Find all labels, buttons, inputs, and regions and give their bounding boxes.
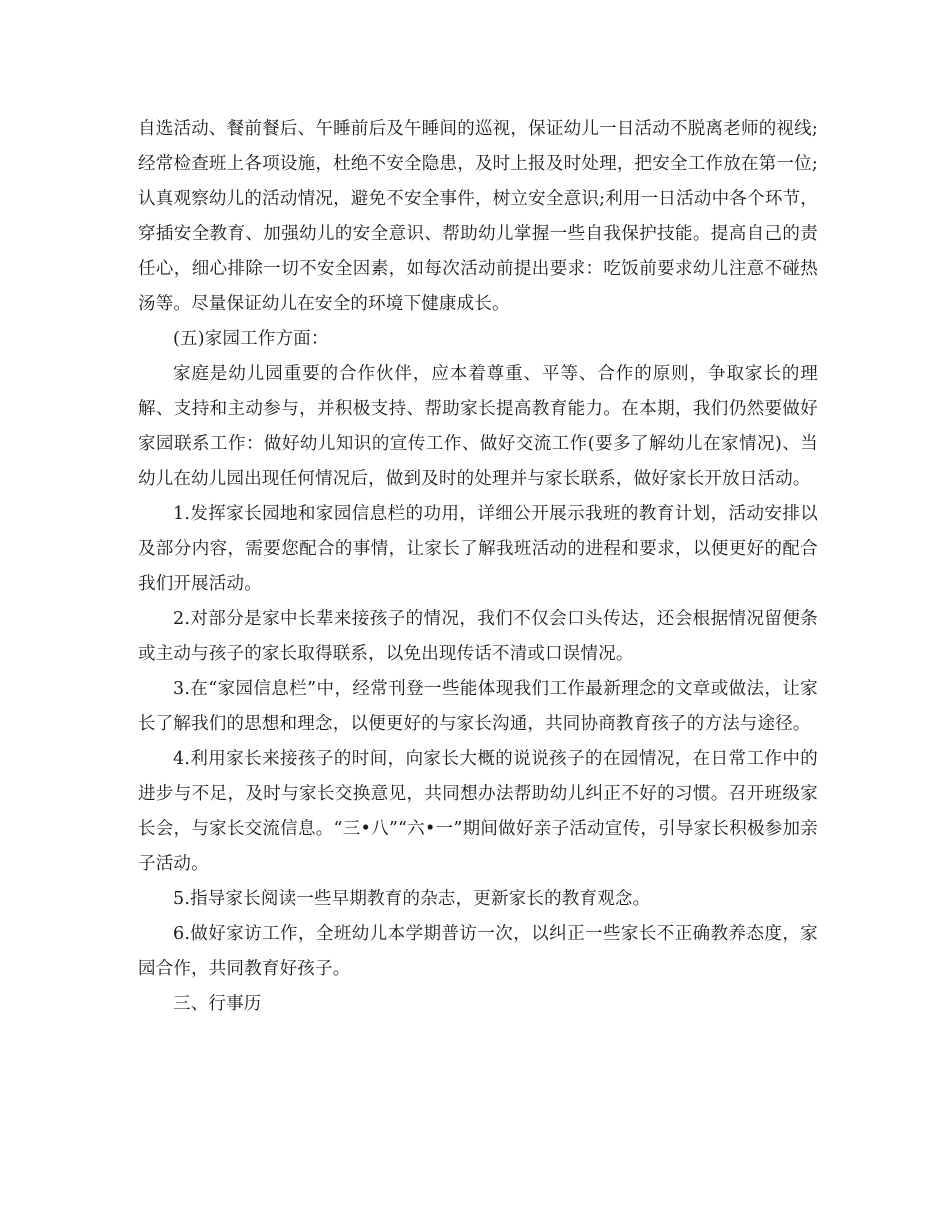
list-item-1: 1.发挥家长园地和家园信息栏的功用，详细公开展示我班的教育计划，活动安排以及部分内容，需要您配合的事情，让家长了解我班活动的进程和要求，以便更好的配合我们开展活动。 [138,504,818,594]
paragraph-safety-continued: 自选活动、餐前餐后、午睡前后及午睡间的巡视，保证幼儿一日活动不脱离老师的视线;经常检查班上各项设施，杜绝不安全隐患，及时上报及时处理，把安全工作放在第一位;认真观察幼儿的活动情况，避免不安全事件，树立安全意识;利用一日活动中各个环节，穿插安全教育、加强幼儿的安全意识、帮助幼儿掌握一些自我保护技能。提高自己的责任心，细心排除一切不安全因素，如每次活动前提出要求：吃饭前要求幼儿注意不碰热汤等。尽量保证幼儿在安全的环境下健康成长。 [138,119,818,314]
section-heading-calendar: 三、行事历 [173,994,262,1014]
list-item-3: 3.在“家园信息栏”中，经常刊登一些能体现我们工作最新理念的文章或做法，让家长了解我们的思想和理念，以便更好的与家长沟通，共同协商教育孩子的方法与途径。 [138,679,818,734]
section-heading-home-school: (五)家园工作方面： [173,329,329,349]
list-item-2: 2.对部分是家中长辈来接孩子的情况，我们不仅会口头传达，还会根据情况留便条或主动与孩子的家长取得联系，以免出现传话不清或口误情况。 [138,609,818,664]
list-item-4: 4.利用家长来接孩子的时间，向家长大概的说说孩子的在园情况，在日常工作中的进步与不足，及时与家长交换意见，共同想办法帮助幼儿纠正不好的习惯。召开班级家长会，与家长交流信息。“三•八”“六•一”期间做好亲子活动宣传，引导家长积极参加亲子活动。 [138,749,818,874]
list-item-5: 5.指导家长阅读一些早期教育的杂志，更新家长的教育观念。 [173,889,651,909]
paragraph-home-school-intro: 家庭是幼儿园重要的合作伙伴，应本着尊重、平等、合作的原则，争取家长的理解、支持和主动参与，并积极支持、帮助家长提高教育能力。在本期，我们仍然要做好家园联系工作：做好幼儿知识的宣传工作、做好交流工作(要多了解幼儿在家情况)、当幼儿在幼儿园出现任何情况后，做到及时的处理并与家长联系，做好家长开放日活动。 [138,364,818,489]
document-body [138,112,818,1022]
list-item-6: 6.做好家访工作，全班幼儿本学期普访一次，以纠正一些家长不正确教养态度，家园合作，共同教育好孩子。 [138,924,818,979]
